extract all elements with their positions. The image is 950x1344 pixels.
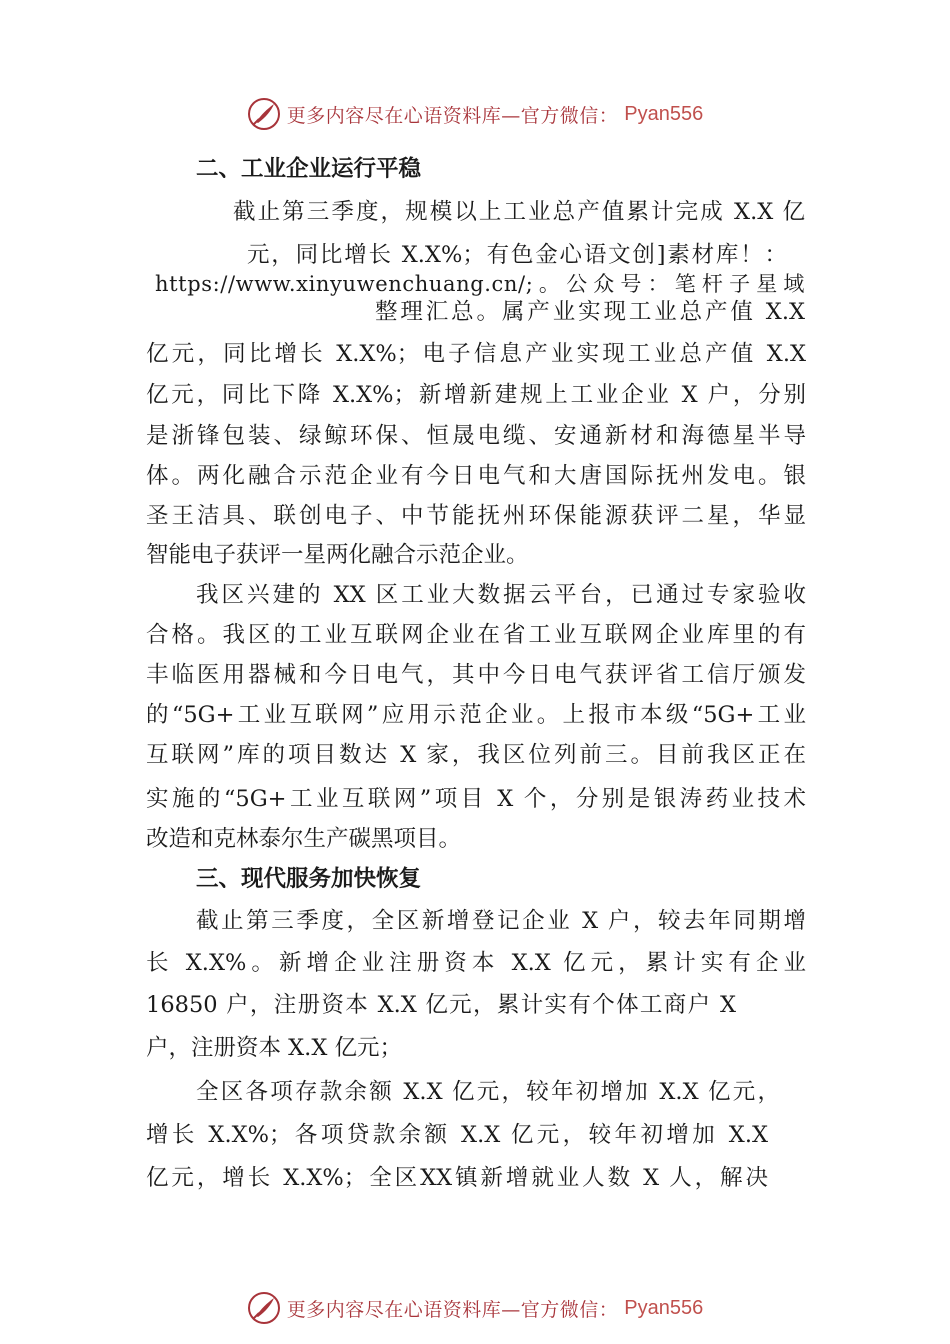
text-line: 元，同比增长 X.X%；有色金心语文创]素材库！： [247,242,787,268]
banner-text: 更多内容尽在心语资料库—官方微信： [286,1298,619,1321]
text-line: 亿元，同比增长 X.X%；电子信息产业实现工业总产值 X.X [146,341,806,367]
text-line: 丰临医用器械和今日电气，其中今日电气获评省工信厅颁发 [146,662,806,688]
wechat-id: Pyan556 [624,1296,704,1319]
section-heading-3: 三、现代服务加快恢复 [196,866,422,892]
text-line: https://www.xinyuwenchuang.cn/;。公众号：笔杆子星域 [155,272,805,296]
section-heading-2: 二、工业企业运行平稳 [196,156,422,182]
quill-logo-icon [247,1291,281,1325]
text-line: 截止第三季度，规模以上工业总产值累计完成 X.X 亿 [233,199,805,225]
text-line: 的“5G+工业互联网”应用示范企业。上报市本级“5G+工业 [146,702,806,728]
text-line: 全区各项存款余额 X.X 亿元，较年初增加 X.X 亿元， [196,1079,780,1105]
watermark-banner-top [0,92,950,136]
text-line: 长 X.X%。新增企业注册资本 X.X 亿元，累计实有企业 [146,950,806,976]
text-line: 互联网”库的项目数达 X 家，我区位列前三。目前我区正在 [146,742,806,768]
text-line: 亿元，增长 X.X%；全区XX镇新增就业人数 X 人，解决 [146,1165,768,1191]
text-line: 体。两化融合示范企业有今日电气和大唐国际抚州发电。银 [146,463,806,489]
banner-text: 更多内容尽在心语资料库—官方微信： [286,104,619,127]
wechat-id: Pyan556 [624,102,704,125]
text-line: 我区兴建的 XX 区工业大数据云平台，已通过专家验收 [196,582,806,608]
text-line: 合格。我区的工业互联网企业在省工业互联网企业库里的有 [146,622,806,648]
text-line: 截止第三季度，全区新增登记企业 X 户，较去年同期增 [196,908,806,934]
text-line: 户，注册资本 X.X 亿元； [146,1035,402,1061]
text-line: 是浙锋包装、绿鲸环保、恒晟电缆、安通新材和海德星半导 [146,423,806,449]
text-line: 16850 户，注册资本 X.X 亿元，累计实有个体工商户 X [146,992,736,1018]
text-line: 亿元，同比下降 X.X%；新增新建规上工业企业 X 户，分别 [146,382,806,408]
text-line: 整理汇总。属产业实现工业总产值 X.X [375,299,805,325]
text-line: 智能电子获评一星两化融合示范企业。 [146,542,529,568]
text-line: 改造和克林泰尔生产碳黑项目。 [146,826,462,852]
text-line: 圣王洁具、联创电子、中节能抚州环保能源获评二星，华显 [146,503,806,529]
text-line: 实施的“5G+工业互联网”项目 X 个，分别是银涛药业技术 [146,786,806,812]
text-line: 增长 X.X%；各项贷款余额 X.X 亿元，较年初增加 X.X [146,1122,768,1148]
watermark-banner-bottom [0,1286,950,1330]
quill-logo-icon [247,97,281,131]
